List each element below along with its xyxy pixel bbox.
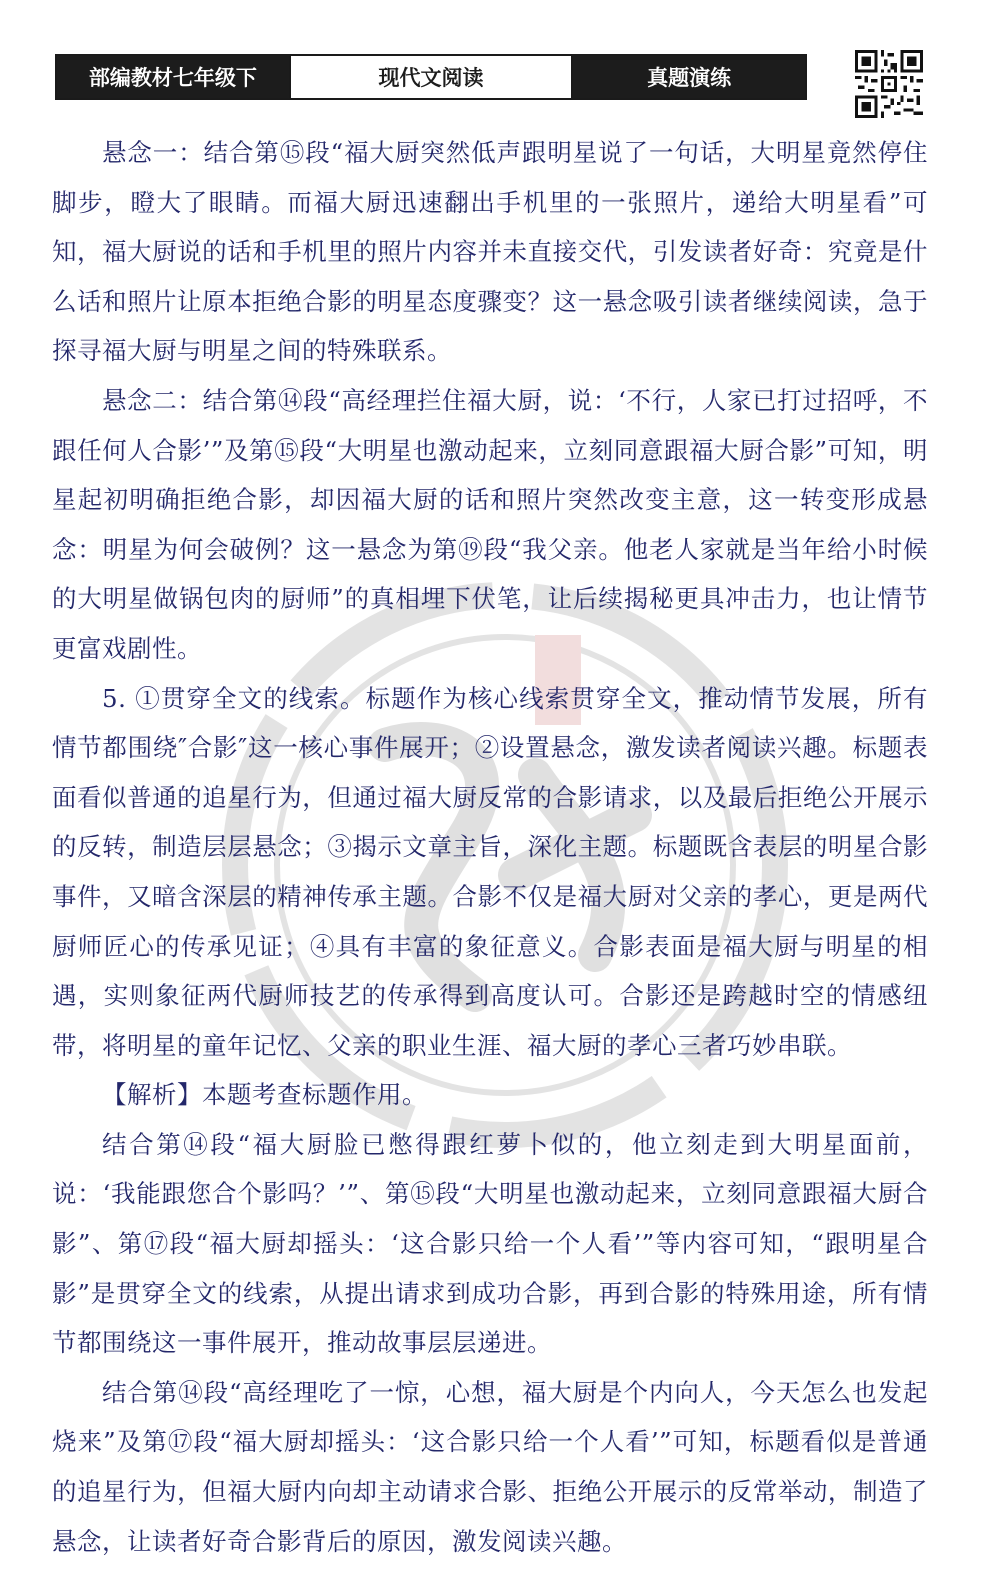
suspense-two-paragraph: 悬念二：结合第⑭段“高经理拦住福大厨，说：‘不行，人家已打过招呼，不跟任何人合影’”及第⑮段“大明星也激动起来，立刻同意跟福大厨合影”可知，明星起初明确拒绝合影，却因福大厨的话和照片突然改变主意，这一转变形成悬念：明星为何会破例？这一悬念为第⑲段“我父亲。他老人家就是当年给小时候的大明星做锅包肉的厨师”的真相埋下伏笔，让后续揭秘更具冲击力，也让情节更富戏剧性。 xyxy=(52,385,928,663)
analysis-suspense-paragraph: 结合第⑭段“高经理吃了一惊，心想，福大厨是个内向人，今天怎么也发起烧来”及第⑰段“福大厨却摇头：‘这合影只给一个人看’”可知，标题看似是普通的追星行为，但福大厨内向却主动请求合影、拒绝公开展示的反常举动，制造了悬念，让读者好奇合影背后的原因，激发阅读兴趣。 xyxy=(52,1377,928,1556)
analysis-intro-text: 本题考查标题作用。 xyxy=(202,1080,427,1110)
analysis-label: 【解析】 xyxy=(102,1080,202,1110)
analysis-clue-paragraph: 结合第⑭段“福大厨脸已憋得跟红萝卜似的，他立刻走到大明星面前，说：‘我能跟您合个影吗？’”、第⑮段“大明星也激动起来，立刻同意跟福大厨合影”、第⑰段“福大厨却摇头：‘这合影只给一个人看’”等内容可知，“跟明星合影”是贯穿全文的线索，从提出请求到成功合影，再到合影的特殊用途，所有情节都围绕这一事件展开，推动故事层层递进。 xyxy=(52,1129,928,1358)
header-bar xyxy=(55,54,807,100)
header-section: 真题演练 xyxy=(573,56,805,98)
qr-code-icon[interactable] xyxy=(855,50,923,118)
header-subject: 现代文阅读 xyxy=(289,56,573,98)
suspense-one-paragraph: 悬念一：结合第⑮段“福大厨突然低声跟明星说了一句话，大明星竟然停住脚步，瞪大了眼睛。而福大厨迅速翻出手机里的一张照片，递给大明星看”可知，福大厨说的话和手机里的照片内容并未直接交代，引发读者好奇：究竟是什么话和照片让原本拒绝合影的明星态度骤变？这一悬念吸引读者继续阅读，急于探寻福大厨与明星之间的特殊联系。 xyxy=(52,138,928,366)
answer-five-paragraph: 5. ①贯穿全文的线索。标题作为核心线索贯穿全文，推动情节发展，所有情节都围绕″合影″这一核心事件展开；②设置悬念，激发读者阅读兴趣。标题表面看似普通的追星行为，但通过福大厨反常的合影请求，以及最后拒绝公开展示的反转，制造层层悬念；③揭示文章主旨，深化主题。标题既含表层的明星合影事件，又暗含深层的精神传承主题。合影不仅是福大厨对父亲的孝心，更是两代厨师匠心的传承见证；④具有丰富的象征意义。合影表面是福大厨与明星的相遇，实则象征两代厨师技艺的传承得到高度认可。合影还是跨越时空的情感纽带，将明星的童年记忆、父亲的职业生涯、福大厨的孝心三者巧妙串联。 xyxy=(52,683,928,1060)
analysis-intro-paragraph xyxy=(52,1070,928,1120)
article-body xyxy=(52,128,928,1566)
header-textbook: 部编教材七年级下 xyxy=(57,56,289,98)
